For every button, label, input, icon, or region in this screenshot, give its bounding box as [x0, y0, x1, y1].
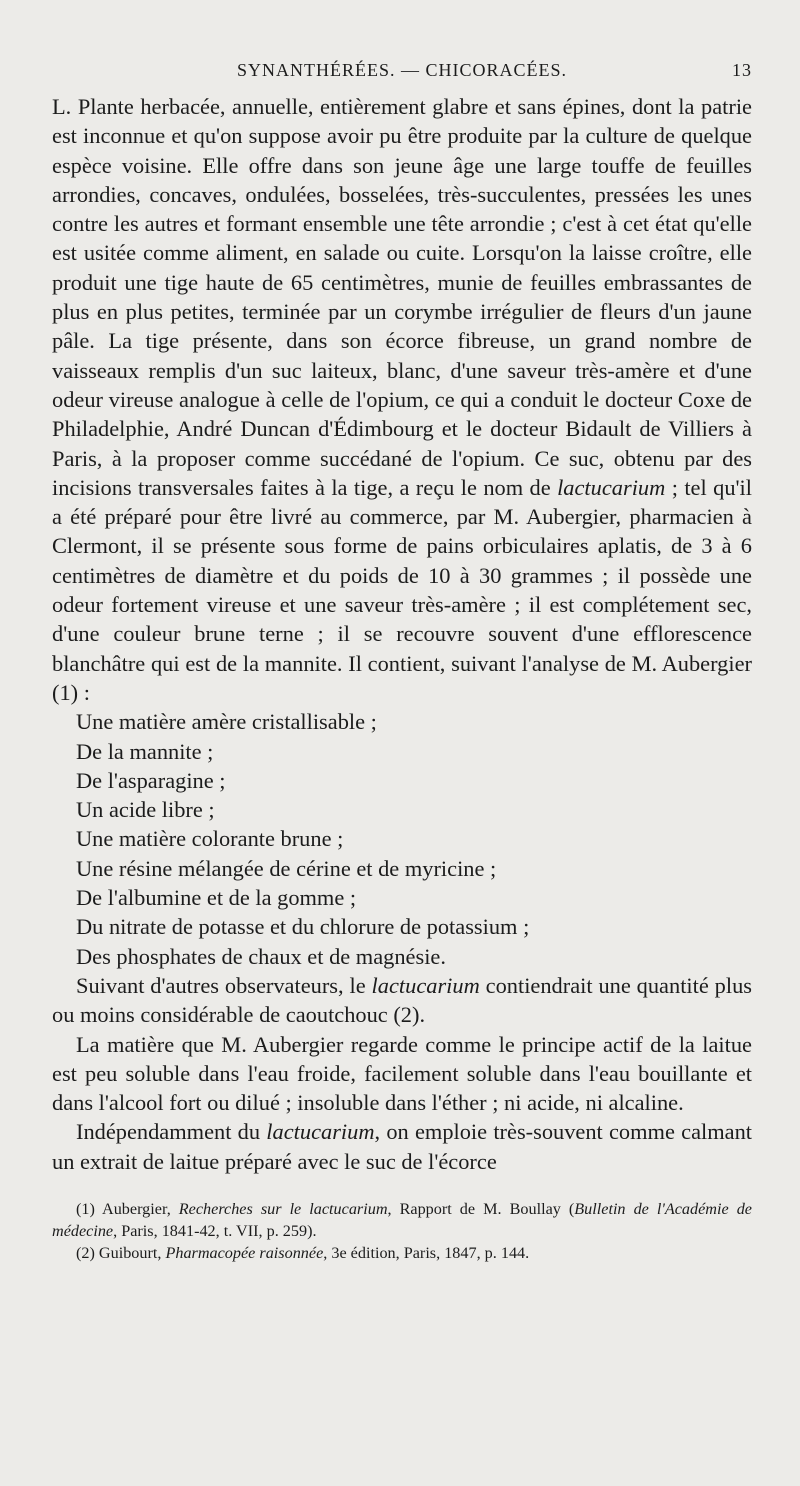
- footnotes: [52, 1198, 752, 1264]
- paragraph-principe-actif: La matière que M. Aubergier regarde comme le principe actif de la laitue est peu soluble dans l'eau froide, facilement soluble dans l'eau bouillante et dans l'alcool fort ou dilué ; insoluble dans l'éther ; ni acide, ni alcaline.: [52, 1031, 752, 1116]
- text-run: contiendrait une quantité plus ou moins considérable de caoutchouc (2).: [52, 972, 752, 1028]
- text-run: (2) Guibourt,: [76, 1243, 166, 1262]
- text-run: ; tel qu'il a été préparé pour être livré au commerce, par M. Aubergier, pharmacien à Clermont, il se présente sous forme de pains orbiculaires aplatis, de 3 à 6 centimètres de diamètre et du poids de 10 à 30 grammes ; il possède une odeur fortement vireuse et une saveur très-amère ; il est complétement sec, d'une couleur brune terne ; il se recouvre souvent d'une efflorescence blanchâtre qui est de la mannite. Il contient, suivant l'analyse de M. Aubergier (1) :: [52, 474, 752, 705]
- italic-title: Pharmacopée raisonnée: [165, 1243, 324, 1262]
- book-page: [0, 60, 800, 1486]
- list-item: Du nitrate de potasse et du chlorure de potassium ;: [76, 914, 530, 940]
- text-run: , 3e édition, Paris, 1847, p. 144.: [323, 1243, 530, 1262]
- text-run: , on emploie très-souvent comme calmant un extrait de laitue préparé avec le suc de l'écorce: [52, 1119, 752, 1174]
- running-title: SYNANTHÉRÉES. — CHICORACÉES.: [236, 60, 568, 80]
- text-run: L. Plante herbacée, annuelle, entièrement glabre et sans épines, dont la patrie est inconnue et qu'on suppose avoir pu être produite par la culture de quelque espèce voisine. Elle offre dans son jeune âge une large touffe de feuilles arrondies, concaves, ondulées, bosselées, très-succulentes, pressées les unes contre les autres et formant ensemble une tête arrondie ; c'est à cet état qu'elle est usitée comme aliment, en salade ou cuite. Lorsqu'on la laisse croître, elle produit une tige haute de 65 centimètres, munie de feuilles embrassantes de plus en plus petites, terminée par un corymbe irrégulier de fleurs d'un jaune pâle. La tige présente, dans son écorce fibreuse, un grand nombre de vaisseaux remplis d'un suc laiteux, blanc, d'une saveur très-amère et d'une odeur vireuse analogue à celle de l'opium, ce qui a conduit le docteur Coxe de Philadelphie, André Duncan d'Édimbourg et le docteur Bidault de Villiers à Paris, à la proposer comme succédané de l'opium. Ce suc, obtenu par des incisions transversales faites à la tige, a reçu le nom de: [52, 94, 752, 500]
- paragraph-caoutchouc: [52, 971, 752, 1030]
- composition-list: [52, 707, 752, 971]
- text-run: Suivant d'autres observateurs, le: [76, 972, 372, 998]
- italic-term: lactucarium: [557, 474, 666, 500]
- list-item: Des phosphates de chaux et de magnésie.: [76, 943, 446, 969]
- italic-term: lactucarium: [266, 1119, 375, 1145]
- italic-title: Bulletin de l'Académie de médecine: [52, 1199, 752, 1240]
- list-item: De l'albumine et de la gomme ;: [76, 885, 357, 911]
- list-item: Une résine mélangée de cérine et de myricine ;: [76, 855, 497, 881]
- list-item: Une matière amère cristallisable ;: [76, 709, 377, 735]
- list-item: Une matière colorante brune ;: [76, 826, 344, 852]
- body-text: [52, 92, 752, 1176]
- page-number: 13: [732, 60, 752, 80]
- text-run: , Paris, 1841-42, t. VII, p. 259).: [113, 1221, 317, 1240]
- list-item: De l'asparagine ;: [76, 767, 226, 793]
- footnote-1: [52, 1198, 752, 1242]
- list-item: De la mannite ;: [76, 738, 214, 764]
- italic-term: lactucarium: [371, 972, 480, 998]
- text-run: Indépendamment du: [76, 1119, 267, 1145]
- italic-title: Recherches sur le lactucarium: [178, 1199, 388, 1218]
- paragraph-extrait: [52, 1117, 752, 1176]
- running-head: [52, 60, 752, 86]
- text-run: , Rapport de M. Boullay (: [387, 1199, 575, 1218]
- footnote-2: [52, 1242, 752, 1264]
- list-item: Un acide libre ;: [76, 797, 215, 823]
- text-run: (1) Aubergier,: [76, 1199, 179, 1218]
- paragraph-description: [52, 92, 752, 707]
